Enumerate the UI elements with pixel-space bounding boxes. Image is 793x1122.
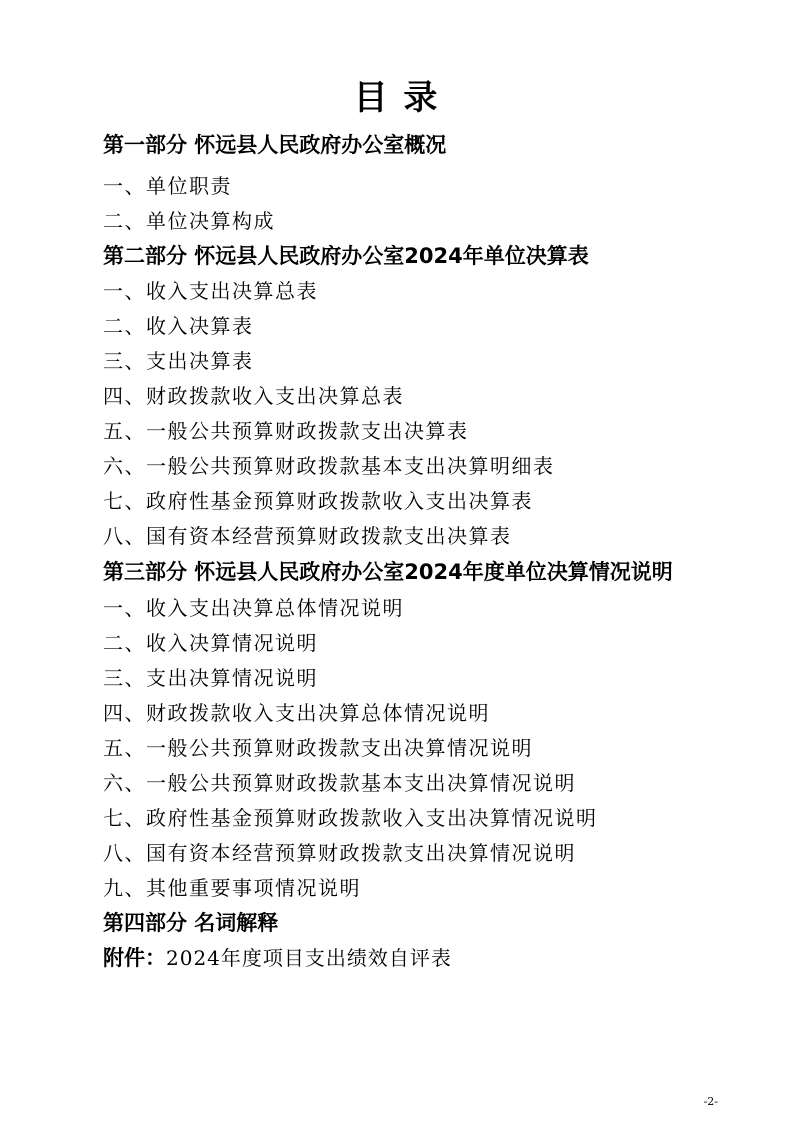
toc-item: 一、单位职责 [103,174,232,198]
toc-item: 二、收入决算表 [103,314,254,338]
toc-item: 七、政府性基金预算财政拨款收入支出决算表 [103,489,533,513]
toc-item: 四、财政拨款收入支出决算总表 [103,384,404,408]
toc-item: 二、收入决算情况说明 [103,631,318,655]
part-4-heading: 第四部分 名词解释 [103,911,279,935]
toc-item: 五、一般公共预算财政拨款支出决算情况说明 [103,736,533,760]
attachment-line [103,941,723,976]
toc-item: 三、支出决算情况说明 [103,666,318,690]
toc-item: 三、支出决算表 [103,349,254,373]
part-3-heading: 第三部分 怀远县人民政府办公室2024年度单位决算情况说明 [103,560,673,584]
toc-item: 七、政府性基金预算财政拨款收入支出决算情况说明 [103,806,598,830]
page-title: 目 录 [353,78,440,118]
toc-item: 一、收入支出决算总体情况说明 [103,596,404,620]
toc-item: 九、其他重要事项情况说明 [103,876,361,900]
part-1-heading: 第一部分 怀远县人民政府办公室概况 [103,133,447,157]
attachment-label: 附件： [103,946,166,970]
toc-item: 八、国有资本经营预算财政拨款支出决算情况说明 [103,841,576,865]
toc-item: 四、财政拨款收入支出决算总体情况说明 [103,701,490,725]
toc-item: 一、收入支出决算总表 [103,279,318,303]
toc-item: 二、单位决算构成 [103,209,275,233]
attachment-text: 2024年度项目支出绩效自评表 [166,946,452,970]
part-2-heading: 第二部分 怀远县人民政府办公室2024年单位决算表 [103,244,589,268]
toc-item: 六、一般公共预算财政拨款基本支出决算情况说明 [103,771,576,795]
toc-item: 六、一般公共预算财政拨款基本支出决算明细表 [103,454,555,478]
toc-item: 五、一般公共预算财政拨款支出决算表 [103,419,469,443]
toc-item: 八、国有资本经营预算财政拨款支出决算表 [103,524,512,548]
table-of-contents [103,127,723,976]
page-number: -2- [703,1095,718,1108]
